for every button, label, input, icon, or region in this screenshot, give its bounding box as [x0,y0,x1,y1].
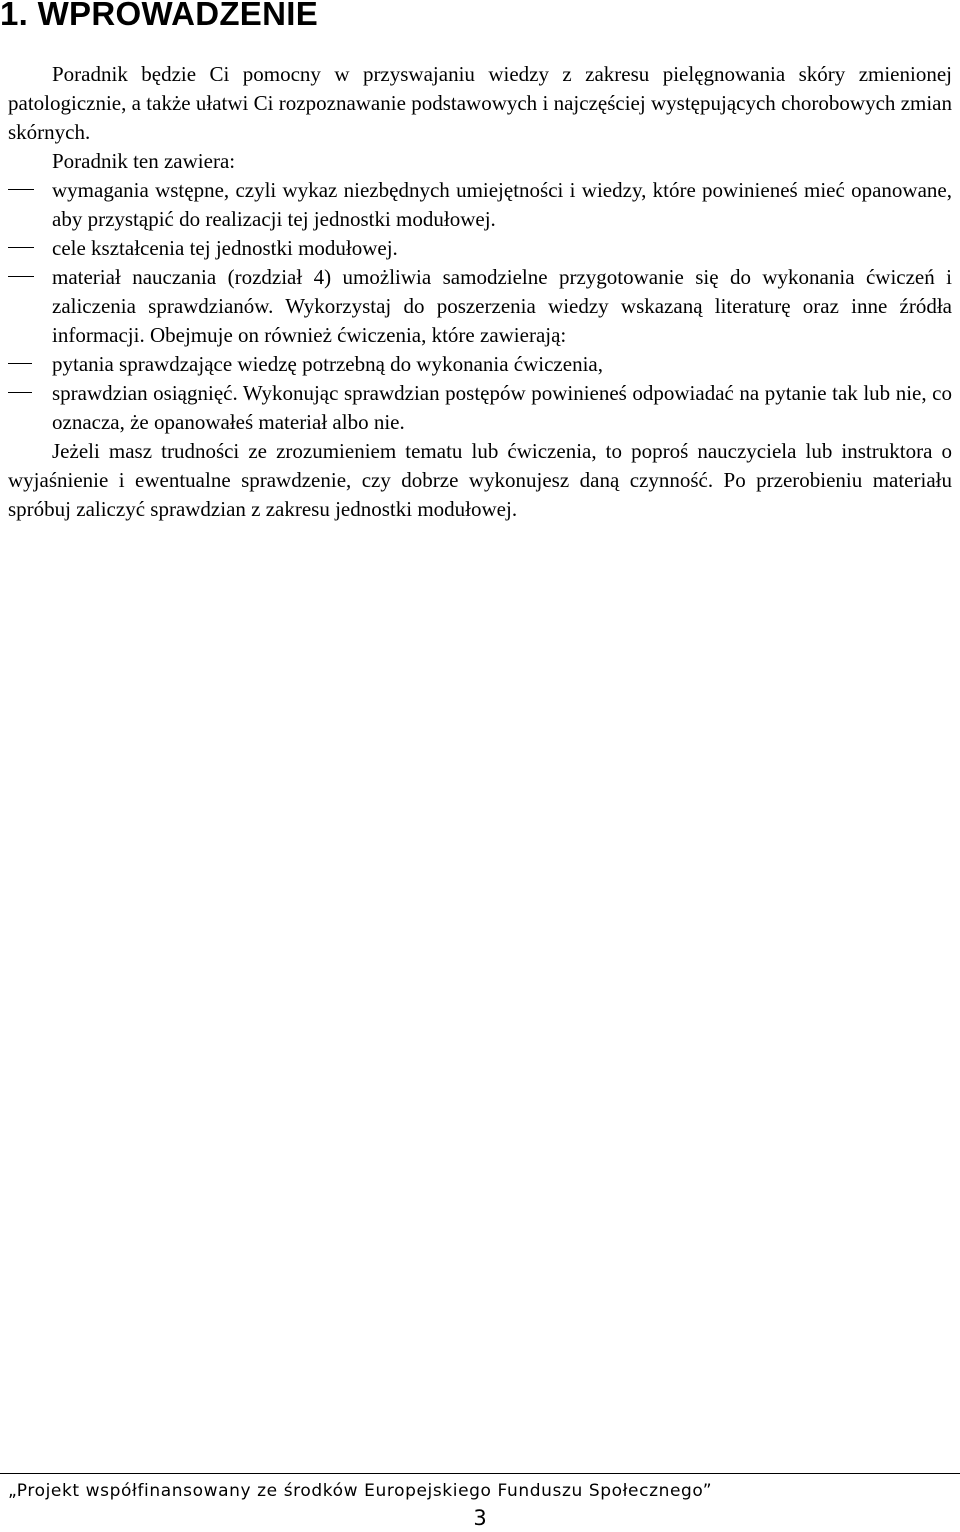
page-number: 3 [473,1506,487,1530]
document-body [8,60,952,524]
page-heading: 1. WPROWADZENIE [0,0,319,32]
footer-note: „Projekt współfinansowany ze środków Europejskiego Funduszu Społecznego” [8,1481,713,1501]
contains-label: Poradnik ten zawiera: [52,149,236,173]
closing-paragraph: Jeżeli masz trudności ze zrozumieniem tematu lub ćwiczenia, to poproś nauczyciela lub instruktora o wyjaśnienie i ewentualne sprawdzenie, czy dobrze wykonujesz daną czynność. Po przerobieniu materiału spróbuj zaliczyć sprawdzian z zakresu jednostki modułowej. [8,439,952,521]
exercise-list-item: sprawdzian osiągnięć. Wykonując sprawdzian postępów powinieneś odpowiadać na pytanie tak lub nie, co oznacza, że opanowałeś materiał albo nie. [8,379,952,437]
list-item: cele kształcenia tej jednostki modułowej. [8,234,952,263]
list-item: materiał nauczania (rozdział 4) umożliwia samodzielne przygotowanie się do wykonania ćwiczeń i zaliczenia sprawdzianów. Wykorzystaj do poszerzenia wiedzy wskazaną literaturę oraz inne źródła informacji. Obejmuje on również ćwiczenia, które zawierają: [8,263,952,350]
list-item: wymagania wstępne, czyli wykaz niezbędnych umiejętności i wiedzy, które powinieneś mieć opanowane, aby przystąpić do realizacji tej jednostki modułowej. [8,176,952,234]
footer-divider [0,1473,960,1474]
intro-paragraph: Poradnik będzie Ci pomocny w przyswajaniu wiedzy z zakresu pielęgnowania skóry zmienionej patologicznie, a także ułatwi Ci rozpoznawanie podstawowych i najczęściej występujących chorobowych zmian skórnych. [8,62,952,144]
exercise-list-item: pytania sprawdzające wiedzę potrzebną do wykonania ćwiczenia, [8,350,952,379]
